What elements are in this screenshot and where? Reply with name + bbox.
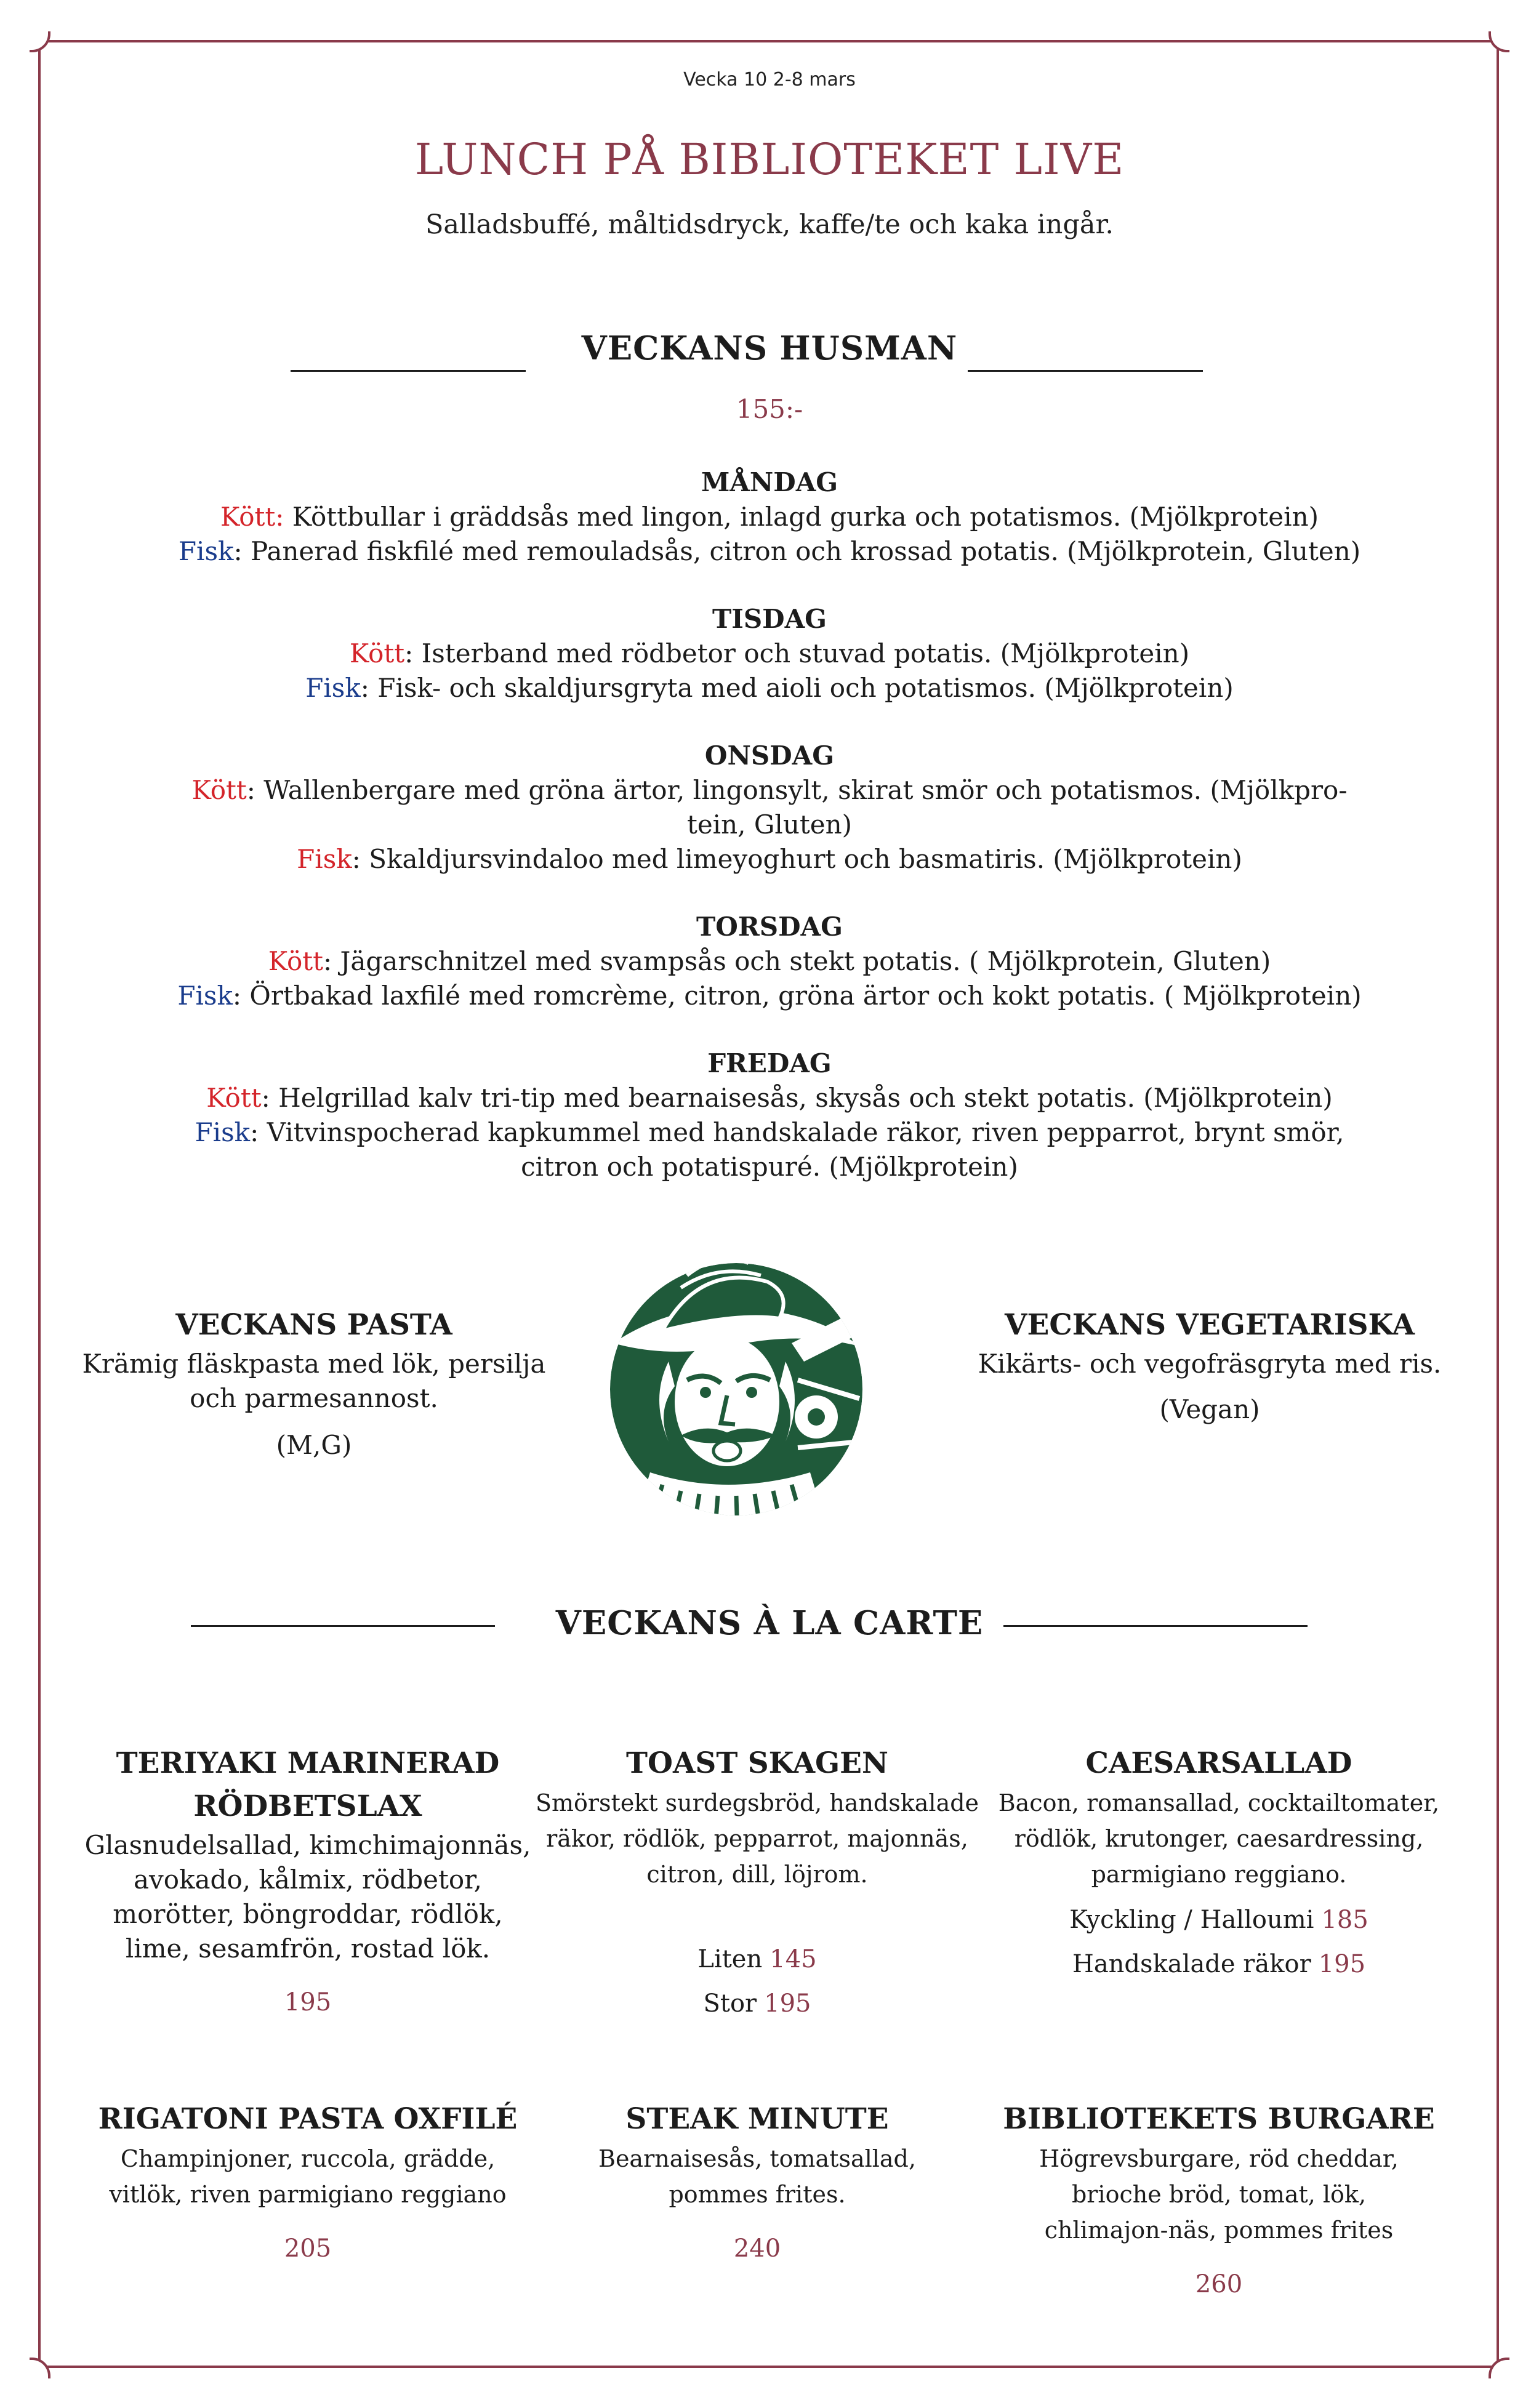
kott-dish — [0, 500, 1539, 534]
vegetarian-allergens: (Vegan) — [1159, 1394, 1260, 1424]
fisk-dish — [0, 534, 1539, 569]
item-description: morötter, böngroddar, rödlök, — [113, 1899, 503, 1929]
fisk-dish — [0, 671, 1539, 705]
kott-dish — [0, 773, 1539, 808]
item-description: brioche bröd, tomat, lök, — [1071, 2181, 1367, 2208]
size-price: 195 — [764, 1989, 811, 2018]
fisk-text: : Örtbakad laxfilé med romcrème, citron, gröna ärtor och kokt potatis. ( Mjölkprotein) — [232, 981, 1362, 1011]
item-title: STEAK MINUTE — [625, 2102, 889, 2136]
item-description: citron, dill, löjrom. — [646, 1861, 868, 1888]
caesar-item — [979, 1742, 1459, 1978]
size-price: 145 — [770, 1945, 817, 1973]
option-price-value: 195 — [1318, 1950, 1366, 1978]
fisk-text: : Panerad fiskfilé med remouladsås, citron och krossad potatis. (Mjölkprotein, Gluten) — [233, 536, 1361, 566]
item-title: TOAST SKAGEN — [626, 1746, 888, 1780]
husman-price: 155:- — [736, 394, 803, 424]
fisk-dish — [0, 842, 1539, 877]
day-tuesday — [0, 602, 1539, 705]
item-title: RIGATONI PASTA OXFILÉ — [98, 2102, 518, 2136]
item-title: CAESARSALLAD — [1085, 1746, 1352, 1780]
vegetarian-section — [973, 1304, 1447, 1427]
fisk-dish — [0, 1115, 1539, 1150]
kott-label: Kött — [268, 946, 324, 976]
page-border — [38, 40, 1499, 2368]
kott-dish — [0, 1081, 1539, 1115]
fisk-text: : Vitvinspocherad kapkummel med handskalade räkor, riven pepparrot, brynt smör, — [250, 1117, 1344, 1147]
size-label: Liten — [697, 1945, 763, 1973]
week-label: Vecka 10 2-8 mars — [683, 69, 856, 90]
item-description: Glasnudelsallad, kimchimajonnäs, — [84, 1830, 531, 1860]
vegetarian-title: VECKANS VEGETARISKA — [1005, 1308, 1415, 1342]
day-thursday — [0, 910, 1539, 1013]
kott-label: Kött — [206, 1083, 262, 1113]
divider — [968, 370, 1203, 372]
item-description: parmigiano reggiano. — [1091, 1861, 1347, 1888]
option-price-value: 185 — [1321, 1906, 1368, 1934]
kott-dish — [0, 636, 1539, 671]
day-wednesday — [0, 739, 1539, 877]
fisk-label: Fisk — [305, 673, 361, 703]
kott-text: : Helgrillad kalv tri-tip med bearnaisesås, skysås och stekt potatis. (Mjölkprotein) — [261, 1083, 1333, 1113]
item-description: rödlök, krutonger, caesardressing, — [1014, 1825, 1424, 1852]
item-price: 195 — [284, 1988, 332, 2017]
day-name: TORSDAG — [696, 912, 843, 942]
divider — [291, 370, 526, 372]
fisk-label: Fisk — [178, 536, 234, 566]
item-description: vitlök, riven parmigiano reggiano — [109, 2181, 507, 2208]
item-description: Smörstekt surdegsbröd, handskalade — [535, 1789, 979, 1816]
option-price — [979, 1950, 1459, 1978]
item-title: BIBLIOTEKETS BURGARE — [1003, 2102, 1435, 2136]
item-description: avokado, kålmix, rödbetor, — [134, 1864, 482, 1895]
day-name: FREDAG — [707, 1048, 832, 1078]
kott-text: : Jägarschnitzel med svampsås och stekt potatis. ( Mjölkprotein, Gluten) — [323, 946, 1271, 976]
size-price-large — [523, 1989, 991, 2018]
page-title: LUNCH PÅ BIBLIOTEKET LIVE — [414, 134, 1125, 185]
pasta-line: Krämig fläskpasta med lök, persilja — [82, 1349, 546, 1379]
item-description: Champinjoner, ruccola, grädde, — [120, 2145, 496, 2172]
pasta-title: VECKANS PASTA — [175, 1308, 452, 1342]
item-description: pommes frites. — [669, 2181, 846, 2208]
teriyaki-item — [62, 1742, 554, 2017]
fisk-label: Fisk — [297, 844, 352, 874]
kott-text: Köttbullar i gräddsås med lingon, inlagd gurka och potatismos. (Mjölkprotein) — [284, 502, 1319, 532]
option-label: Handskalade räkor — [1072, 1950, 1311, 1978]
item-title: RÖDBETSLAX — [193, 1789, 422, 1823]
item-price: 260 — [1195, 2270, 1243, 2298]
item-title: TERIYAKI MARINERAD — [116, 1746, 500, 1780]
item-description: räkor, rödlök, pepparrot, majonnäs, — [546, 1825, 968, 1852]
item-description: chlimajon-näs, pommes frites — [1044, 2217, 1394, 2244]
fisk-label: Fisk — [195, 1117, 251, 1147]
size-label: Stor — [703, 1989, 757, 2018]
pasta-line: och parmesannost. — [190, 1383, 438, 1413]
fisk-dish — [0, 979, 1539, 1013]
alacarte-title: VECKANS À LA CARTE — [555, 1604, 984, 1642]
page-subtitle: Salladsbuffé, måltidsdryck, kaffe/te och kaka ingår. — [425, 209, 1114, 240]
day-name: TISDAG — [712, 604, 827, 634]
kott-dish — [0, 944, 1539, 979]
fisk-label: Fisk — [177, 981, 233, 1011]
day-monday — [0, 465, 1539, 569]
kott-text: : Isterband med rödbetor och stuvad potatis. (Mjölkprotein) — [404, 638, 1190, 668]
husman-title: VECKANS HUSMAN — [581, 329, 958, 367]
rigatoni-item — [62, 2098, 554, 2263]
item-price: 205 — [284, 2234, 332, 2263]
fisk-text: : Fisk- och skaldjursgryta med aioli och potatismos. (Mjölkprotein) — [360, 673, 1234, 703]
kott-label: Kött — [191, 775, 247, 805]
item-description: Bacon, romansallad, cocktailtomater, — [998, 1789, 1440, 1816]
day-friday — [0, 1046, 1539, 1184]
option-price — [979, 1906, 1459, 1934]
kott-label: Kött: — [220, 502, 284, 532]
item-description: Högrevsburgare, röd cheddar, — [1039, 2145, 1399, 2172]
kott-label: Kött — [349, 638, 405, 668]
fisk-text-cont: citron och potatispuré. (Mjölkprotein) — [521, 1152, 1018, 1182]
kott-text: : Wallenbergare med gröna ärtor, lingonsylt, skirat smör och potatismos. (Mjölkpro- — [246, 775, 1348, 805]
toast-item — [523, 1742, 991, 2018]
pasta-section — [68, 1304, 560, 1463]
musketeer-emblem-icon — [595, 1238, 878, 1534]
item-price: 240 — [733, 2234, 781, 2263]
vegetarian-line: Kikärts- och vegofräsgryta med ris. — [978, 1349, 1442, 1379]
item-description: Bearnaisesås, tomatsallad, — [598, 2145, 916, 2172]
kott-text-cont: tein, Gluten) — [686, 809, 853, 840]
item-description: lime, sesamfrön, rostad lök. — [125, 1933, 491, 1964]
size-price-small — [523, 1945, 991, 1973]
day-name: MÅNDAG — [701, 467, 838, 497]
burger-item — [979, 2098, 1459, 2298]
steak-item — [523, 2098, 991, 2263]
fisk-text: : Skaldjursvindaloo med limeyoghurt och basmatiris. (Mjölkprotein) — [352, 844, 1242, 874]
day-name: ONSDAG — [704, 740, 835, 771]
option-label: Kyckling / Halloumi — [1069, 1906, 1314, 1934]
pasta-allergens: (M,G) — [276, 1430, 352, 1460]
